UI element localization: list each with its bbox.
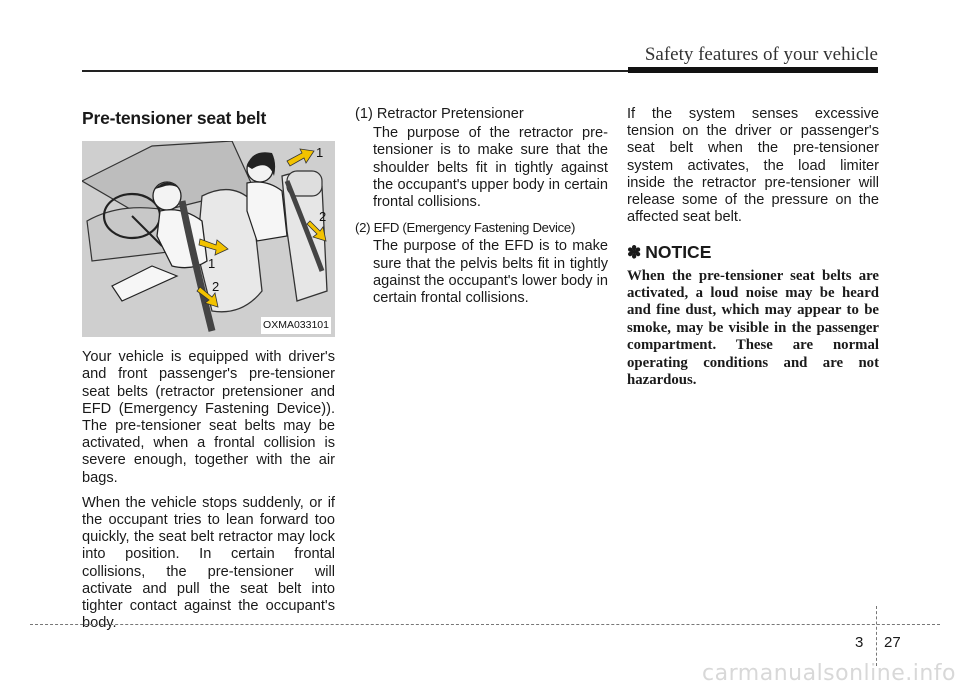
section-heading: Pre-tensioner seat belt [82, 108, 267, 128]
paragraph: If the system senses excessive tension on the driver or passenger's seat belt when the pre-tensioner system activates, the load limiter inside the retractor pre-tensioner will release some of the pressure on the affected seat belt. [627, 106, 879, 226]
driver-body [157, 210, 207, 268]
footer-divider [876, 606, 877, 666]
paragraph: When the vehicle stops suddenly, or if the occupant tries to lean forward too quickly, the seat belt retractor may lock into position. In certain frontal collisions, the pre-tensioner will activate and pull the seat belt into tighter contact against the occupant's body. [82, 494, 335, 632]
item-body-retractor: The purpose of the retractor pre-tensioner is to make sure that the shoulder belts fit in tightly against the occupant's upper body in certain frontal collisions. [373, 125, 608, 211]
figure-label: 1 [208, 256, 216, 272]
notice-star-icon: ✽ [627, 243, 642, 263]
arrow-icon [287, 149, 314, 166]
seat-belt-illustration [82, 141, 335, 337]
driver-legs [112, 266, 177, 301]
illustration-drawing [82, 141, 335, 337]
item-body-efd: The purpose of the EFD is to make sure that the pelvis belts fit in tightly against the occupant's lower body in certain frontal collisions. [373, 238, 608, 307]
notice-title: NOTICE [645, 242, 712, 263]
column-3 [627, 106, 879, 389]
footer-rule [30, 624, 940, 625]
figure-label: 2 [212, 279, 220, 295]
page-number: 27 [884, 634, 901, 651]
header-rule-accent [628, 67, 878, 73]
item-title-efd: (2) EFD (Emergency Fastening Device) [355, 220, 576, 236]
figure-label: 1 [316, 145, 324, 161]
column-2 [355, 106, 608, 315]
figure-code: OXMA033101 [261, 317, 331, 334]
notice-heading [627, 244, 879, 261]
column-1 [82, 106, 335, 640]
item-title-retractor: (1) Retractor Pretensioner [355, 106, 524, 122]
paragraph: Your vehicle is equipped with driver's and front passenger's pre-tensioner seat belts (retractor pretensioner and EFD (Emergency Fastening Device)). The pre-tensioner seat belts may be activated, when a frontal collision is severe enough, together with the air bags. [82, 349, 335, 486]
chapter-number: 3 [855, 634, 864, 651]
header-section-title: Safety features of your vehicle [644, 44, 878, 65]
figure-label: 2 [319, 209, 327, 225]
notice-body: When the pre-tensioner seat belts are activated, a loud noise may be heard and fine dust, which may appear to be smoke, may be visible in the passenger compartment. These are normal operating conditions and are not hazardous. [627, 267, 879, 389]
watermark: carmanualsonline.info [702, 661, 956, 686]
